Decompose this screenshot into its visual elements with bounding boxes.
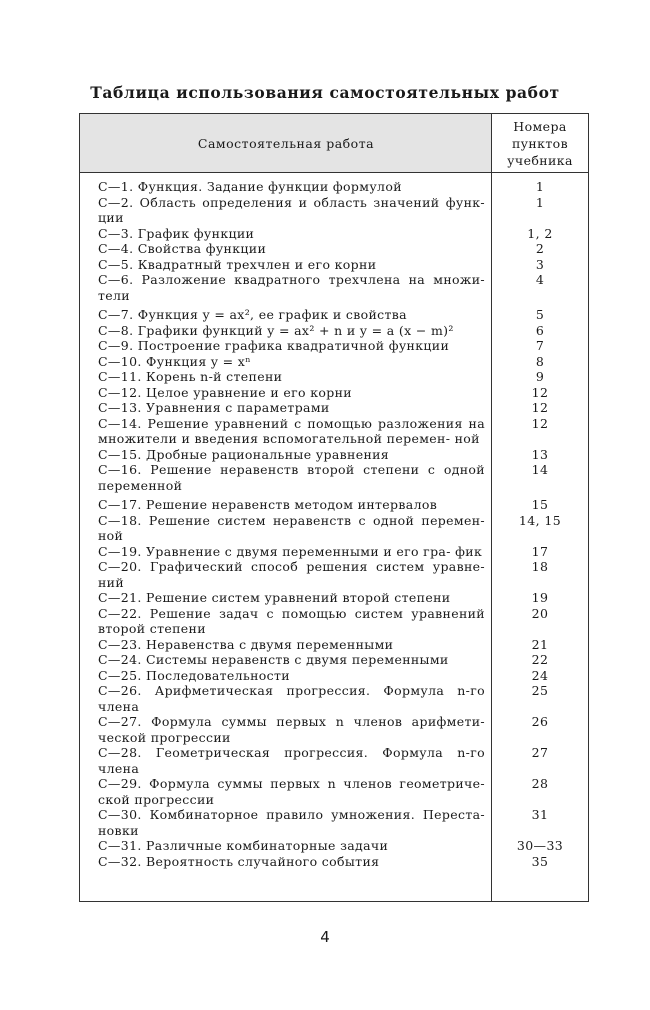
table-row: [80, 714, 588, 745]
table-row: [80, 369, 588, 385]
exercise-points: 30—33: [516, 838, 564, 853]
exercise-points: 14: [531, 462, 549, 477]
exercise-title: С—3. График функции: [98, 225, 255, 241]
table-row: [80, 447, 588, 463]
table-row: [80, 338, 588, 354]
table-row: [80, 606, 588, 637]
table-row: [80, 807, 588, 838]
exercise-points: 2: [535, 241, 545, 256]
table-row: [80, 226, 588, 242]
exercise-points: 26: [531, 714, 549, 729]
table-row: [80, 307, 588, 323]
exercise-title: С—15. Дробные рациональные уравнения: [98, 446, 390, 462]
exercise-title: С—17. Решение неравенств методом интервалов: [98, 497, 438, 512]
table-row: [80, 497, 588, 513]
exercise-title: С—30. Комбинаторное правило умножения. Переста- новки: [98, 807, 485, 838]
exercise-title: С—11. Корень n-й степени: [98, 369, 283, 384]
table-row: [80, 241, 588, 257]
exercise-title: С—5. Квадратный трехчлен и его корни: [98, 256, 377, 272]
header-work: Самостоятельная работа: [80, 114, 492, 172]
exercise-title: С—13. Уравнения с параметрами: [98, 400, 330, 415]
exercise-points: 9: [535, 369, 545, 384]
header-points: [492, 114, 588, 172]
exercise-points: 25: [531, 683, 549, 698]
exercise-title: С—27. Формула суммы первых n членов арифмети- ческой прогрессии: [98, 714, 485, 745]
table-row: [80, 683, 588, 714]
exercise-title: С—16. Решение неравенств второй степени с одной переменной: [98, 462, 485, 493]
exercise-title: С—29. Формула суммы первых n членов геометриче- ской прогрессии: [98, 776, 485, 807]
exercise-points: 21: [531, 636, 549, 652]
exercise-points: 1, 2: [527, 225, 553, 241]
exercise-title: С—14. Решение уравнений с помощью разложения на множители и введения вспомогательной перемен- ной: [98, 415, 485, 446]
exercise-points: 20: [531, 605, 549, 621]
exercise-title: С—20. Графический способ решения систем уравне- ний: [98, 559, 485, 590]
exercise-title: С—6. Разложение квадратного трехчлена на множи- тели: [98, 272, 485, 303]
header-points-line-3: учебника: [507, 152, 573, 168]
table-row: [80, 354, 588, 370]
exercise-title: С—9. Построение графика квадратичной функции: [98, 338, 450, 353]
exercise-points: 4: [535, 272, 545, 287]
table-row: [80, 544, 588, 560]
exercise-points: 12: [531, 384, 549, 400]
exercise-title: С—24. Системы неравенств с двумя переменными: [98, 652, 449, 667]
exercise-title: С—19. Уравнение с двумя переменными и его гра- фик: [98, 543, 483, 559]
exercise-points: 6: [535, 322, 545, 338]
table-row: [80, 416, 588, 447]
exercise-title: С—31. Различные комбинаторные задачи: [98, 838, 389, 853]
exercise-points: 27: [531, 745, 549, 760]
header-points-line-1: Номера: [513, 118, 567, 134]
table-row: [80, 257, 588, 273]
exercise-points: 17: [531, 543, 549, 559]
page-title: Таблица использования самостоятельных работ: [90, 83, 560, 102]
table-row: [80, 272, 588, 303]
exercise-title: С—32. Вероятность случайного события: [98, 853, 380, 869]
exercise-title: С—1. Функция. Задание функции формулой: [98, 179, 402, 194]
exercise-title: С—26. Арифметическая прогрессия. Формула n-го члена: [98, 683, 485, 714]
exercise-title: С—8. Графики функций y = ax² + n и y = a (x − m)²: [98, 322, 454, 338]
exercise-points: 24: [531, 667, 549, 683]
table-row: [80, 637, 588, 653]
table-row: [80, 854, 588, 870]
exercise-points: 19: [531, 590, 549, 605]
table-row: [80, 745, 588, 776]
exercise-points: 7: [535, 338, 545, 353]
exercise-points: 1: [535, 179, 545, 194]
table-row: [80, 400, 588, 416]
exercise-points: 18: [531, 559, 549, 574]
exercise-points: 35: [531, 853, 549, 869]
table-body: [80, 179, 588, 869]
exercise-title: С—2. Область определения и область значений функ- ции: [98, 194, 485, 225]
table-row: [80, 590, 588, 606]
table-header: [80, 114, 588, 173]
exercise-points: 28: [531, 776, 549, 791]
exercise-title: С—23. Неравенства с двумя переменными: [98, 636, 394, 652]
exercise-points: 8: [535, 353, 545, 369]
usage-table: [79, 113, 589, 902]
exercise-points: 14, 15: [518, 512, 562, 528]
exercise-points: 12: [531, 400, 549, 415]
exercise-points: 31: [531, 807, 549, 822]
exercise-title: С—10. Функция y = xⁿ: [98, 353, 251, 369]
exercise-points: 22: [531, 652, 549, 667]
table-row: [80, 776, 588, 807]
table-row: [80, 385, 588, 401]
exercise-points: 3: [535, 256, 545, 272]
table-row: [80, 513, 588, 544]
table-row: [80, 668, 588, 684]
exercise-title: С—22. Решение задач с помощью систем уравнений второй степени: [98, 605, 485, 636]
page-number: 4: [320, 928, 330, 946]
table-row: [80, 195, 588, 226]
exercise-title: С—12. Целое уравнение и его корни: [98, 384, 352, 400]
header-points-line-2: пунктов: [511, 135, 569, 151]
exercise-title: С—18. Решение систем неравенств с одной перемен- ной: [98, 512, 485, 543]
exercise-points: 5: [535, 307, 545, 322]
exercise-title: С—21. Решение систем уравнений второй степени: [98, 590, 451, 605]
table-row: [80, 462, 588, 493]
table-row: [80, 838, 588, 854]
exercise-points: 12: [531, 415, 549, 431]
exercise-title: С—28. Геометрическая прогрессия. Формула n-го члена: [98, 745, 485, 776]
table-row: [80, 559, 588, 590]
exercise-title: С—25. Последовательности: [98, 667, 290, 683]
table-row: [80, 179, 588, 195]
table-row: [80, 652, 588, 668]
exercise-points: 15: [531, 497, 549, 512]
exercise-points: 13: [531, 446, 549, 462]
exercise-points: 1: [535, 194, 545, 210]
exercise-title: С—7. Функция y = ax², ее график и свойства: [98, 307, 407, 322]
table-row: [80, 323, 588, 339]
exercise-title: С—4. Свойства функции: [98, 241, 267, 256]
